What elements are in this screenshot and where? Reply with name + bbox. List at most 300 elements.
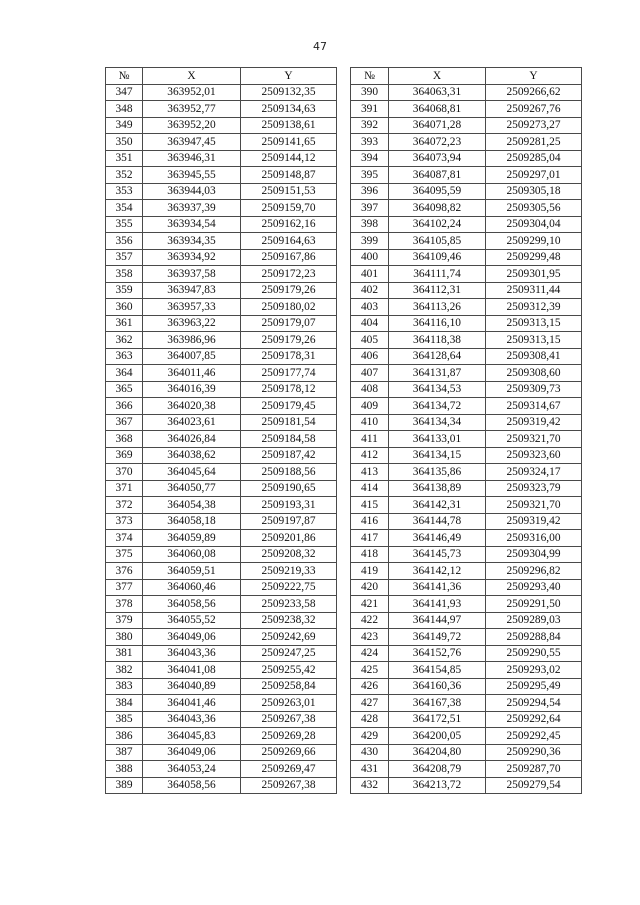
x-right: 364134,15 [389,447,486,464]
point-number-right: 407 [351,365,389,382]
table-row [106,629,582,646]
point-number-right: 391 [351,101,389,118]
y-right: 2509308,60 [486,365,582,382]
x-right: 364160,36 [389,678,486,695]
y-left: 2509233,58 [241,596,337,613]
header-row [106,68,582,85]
table-row [106,480,582,497]
table-row [106,150,582,167]
point-number-left: 380 [106,629,143,646]
table-row [106,282,582,299]
point-number-left: 351 [106,150,143,167]
x-left: 363957,33 [143,299,241,316]
point-number-right: 395 [351,167,389,184]
point-number-left: 353 [106,183,143,200]
point-number-right: 420 [351,579,389,596]
x-right: 364145,73 [389,546,486,563]
x-left: 364058,18 [143,513,241,530]
point-number-left: 358 [106,266,143,283]
column-gap [337,332,351,349]
point-number-left: 372 [106,497,143,514]
point-number-left: 361 [106,315,143,332]
table-row [106,200,582,217]
point-number-right: 410 [351,414,389,431]
point-number-right: 390 [351,84,389,101]
column-gap [337,398,351,415]
column-gap [337,431,351,448]
column-gap [337,233,351,250]
x-left: 363937,39 [143,200,241,217]
table-row [106,678,582,695]
point-number-right: 414 [351,480,389,497]
x-right: 364152,76 [389,645,486,662]
point-number-left: 376 [106,563,143,580]
point-number-right: 392 [351,117,389,134]
point-number-left: 374 [106,530,143,547]
point-number-right: 421 [351,596,389,613]
table-row [106,233,582,250]
table-row [106,299,582,316]
table-row [106,431,582,448]
y-left: 2509172,23 [241,266,337,283]
column-gap [337,84,351,101]
point-number-right: 419 [351,563,389,580]
point-number-right: 422 [351,612,389,629]
point-number-left: 362 [106,332,143,349]
x-left: 363946,31 [143,150,241,167]
x-right: 364063,31 [389,84,486,101]
column-gap [337,530,351,547]
x-right: 364208,79 [389,761,486,778]
column-gap [337,662,351,679]
y-right: 2509288,84 [486,629,582,646]
table-row [106,101,582,118]
y-right: 2509309,73 [486,381,582,398]
y-right: 2509289,03 [486,612,582,629]
point-number-right: 401 [351,266,389,283]
point-number-right: 397 [351,200,389,217]
x-left: 364058,56 [143,596,241,613]
table-row [106,216,582,233]
point-number-right: 428 [351,711,389,728]
y-left: 2509258,84 [241,678,337,695]
y-left: 2509197,87 [241,513,337,530]
y-left: 2509247,25 [241,645,337,662]
y-right: 2509266,62 [486,84,582,101]
y-left: 2509179,07 [241,315,337,332]
x-right: 364111,74 [389,266,486,283]
column-gap [337,645,351,662]
point-number-right: 402 [351,282,389,299]
point-number-left: 389 [106,777,143,794]
point-number-right: 423 [351,629,389,646]
x-left: 364020,38 [143,398,241,415]
column-gap [337,299,351,316]
point-number-left: 363 [106,348,143,365]
table-row [106,579,582,596]
table-row [106,117,582,134]
x-left: 364040,89 [143,678,241,695]
point-number-right: 425 [351,662,389,679]
y-right: 2509281,25 [486,134,582,151]
point-number-left: 364 [106,365,143,382]
table-row [106,761,582,778]
y-right: 2509324,17 [486,464,582,481]
x-left: 363963,22 [143,315,241,332]
column-gap [337,134,351,151]
x-left: 363952,20 [143,117,241,134]
x-right: 364134,53 [389,381,486,398]
y-left: 2509144,12 [241,150,337,167]
column-gap [337,183,351,200]
point-number-left: 352 [106,167,143,184]
x-right: 364133,01 [389,431,486,448]
y-left: 2509179,26 [241,282,337,299]
table-row [106,183,582,200]
y-right: 2509294,54 [486,695,582,712]
x-left: 364058,56 [143,777,241,794]
y-left: 2509148,87 [241,167,337,184]
x-left: 364016,39 [143,381,241,398]
x-right: 364142,12 [389,563,486,580]
point-number-right: 393 [351,134,389,151]
column-gap [337,282,351,299]
point-number-left: 379 [106,612,143,629]
y-right: 2509304,04 [486,216,582,233]
point-number-left: 369 [106,447,143,464]
point-number-left: 357 [106,249,143,266]
point-number-right: 404 [351,315,389,332]
point-number-right: 413 [351,464,389,481]
point-number-left: 382 [106,662,143,679]
y-right: 2509313,15 [486,315,582,332]
column-gap [337,266,351,283]
x-left: 363952,77 [143,101,241,118]
point-number-right: 429 [351,728,389,745]
point-number-left: 377 [106,579,143,596]
y-left: 2509132,35 [241,84,337,101]
column-gap [337,150,351,167]
x-right: 364071,28 [389,117,486,134]
y-right: 2509313,15 [486,332,582,349]
y-right: 2509290,36 [486,744,582,761]
point-number-right: 403 [351,299,389,316]
column-gap [337,480,351,497]
x-right: 364200,05 [389,728,486,745]
column-gap [337,414,351,431]
x-left: 364045,64 [143,464,241,481]
y-left: 2509187,42 [241,447,337,464]
x-left: 364059,51 [143,563,241,580]
x-right: 364068,81 [389,101,486,118]
y-left: 2509134,63 [241,101,337,118]
y-right: 2509292,64 [486,711,582,728]
table-row [106,332,582,349]
header-number-left: № [106,68,143,85]
table-row [106,167,582,184]
point-number-left: 350 [106,134,143,151]
y-left: 2509159,70 [241,200,337,217]
x-left: 363934,35 [143,233,241,250]
x-left: 364053,24 [143,761,241,778]
x-right: 364072,23 [389,134,486,151]
x-left: 364043,36 [143,711,241,728]
table-row [106,381,582,398]
table-row [106,365,582,382]
point-number-left: 384 [106,695,143,712]
column-gap [337,101,351,118]
column-gap [337,629,351,646]
x-left: 364023,61 [143,414,241,431]
table-row [106,497,582,514]
point-number-left: 347 [106,84,143,101]
point-number-left: 359 [106,282,143,299]
x-right: 364098,82 [389,200,486,217]
point-number-left: 383 [106,678,143,695]
y-right: 2509279,54 [486,777,582,794]
point-number-right: 430 [351,744,389,761]
column-gap [337,249,351,266]
point-number-right: 408 [351,381,389,398]
header-y-right: Y [486,68,582,85]
x-right: 364128,64 [389,348,486,365]
x-left: 364050,77 [143,480,241,497]
column-gap [337,216,351,233]
point-number-right: 399 [351,233,389,250]
x-left: 364055,52 [143,612,241,629]
x-left: 363947,45 [143,134,241,151]
column-gap [337,744,351,761]
y-left: 2509180,02 [241,299,337,316]
column-gap [337,447,351,464]
y-right: 2509285,04 [486,150,582,167]
x-right: 364144,97 [389,612,486,629]
x-left: 364049,06 [143,629,241,646]
y-left: 2509193,31 [241,497,337,514]
y-left: 2509269,47 [241,761,337,778]
table-row [106,662,582,679]
point-number-left: 381 [106,645,143,662]
table-row [106,464,582,481]
point-number-left: 385 [106,711,143,728]
y-right: 2509295,49 [486,678,582,695]
header-x-right: X [389,68,486,85]
point-number-left: 373 [106,513,143,530]
point-number-right: 432 [351,777,389,794]
y-left: 2509267,38 [241,711,337,728]
table-row [106,447,582,464]
table-row [106,315,582,332]
x-left: 363952,01 [143,84,241,101]
y-right: 2509305,18 [486,183,582,200]
x-right: 364116,10 [389,315,486,332]
table-row [106,513,582,530]
y-right: 2509311,44 [486,282,582,299]
point-number-left: 388 [106,761,143,778]
y-right: 2509293,40 [486,579,582,596]
x-left: 363937,58 [143,266,241,283]
x-right: 364113,26 [389,299,486,316]
point-number-right: 409 [351,398,389,415]
x-left: 364011,46 [143,365,241,382]
x-right: 364172,51 [389,711,486,728]
point-number-left: 366 [106,398,143,415]
point-number-left: 368 [106,431,143,448]
y-right: 2509321,70 [486,431,582,448]
y-right: 2509291,50 [486,596,582,613]
table-body [106,84,582,794]
point-number-left: 348 [106,101,143,118]
point-number-right: 427 [351,695,389,712]
y-right: 2509299,48 [486,249,582,266]
table-row [106,530,582,547]
x-left: 364049,06 [143,744,241,761]
point-number-right: 398 [351,216,389,233]
x-left: 363947,83 [143,282,241,299]
column-gap [337,167,351,184]
x-left: 363945,55 [143,167,241,184]
point-number-right: 415 [351,497,389,514]
y-left: 2509164,63 [241,233,337,250]
column-gap [337,497,351,514]
column-gap [337,315,351,332]
x-right: 364135,86 [389,464,486,481]
x-left: 364043,36 [143,645,241,662]
point-number-right: 406 [351,348,389,365]
x-right: 364105,85 [389,233,486,250]
y-left: 2509184,58 [241,431,337,448]
y-left: 2509267,38 [241,777,337,794]
y-right: 2509308,41 [486,348,582,365]
x-right: 364134,72 [389,398,486,415]
coordinates-table [105,67,582,794]
column-gap [337,728,351,745]
column-gap [337,695,351,712]
point-number-right: 416 [351,513,389,530]
header-number-right: № [351,68,389,85]
x-left: 363934,54 [143,216,241,233]
x-right: 364154,85 [389,662,486,679]
table-row [106,398,582,415]
table-row [106,728,582,745]
table-row [106,563,582,580]
x-left: 363934,92 [143,249,241,266]
table-row [106,546,582,563]
x-left: 364007,85 [143,348,241,365]
y-right: 2509316,00 [486,530,582,547]
point-number-left: 386 [106,728,143,745]
y-right: 2509273,27 [486,117,582,134]
y-right: 2509292,45 [486,728,582,745]
x-right: 364131,87 [389,365,486,382]
point-number-right: 411 [351,431,389,448]
column-gap [337,612,351,629]
point-number-left: 371 [106,480,143,497]
y-right: 2509290,55 [486,645,582,662]
y-right: 2509287,70 [486,761,582,778]
table-row [106,134,582,151]
point-number-left: 354 [106,200,143,217]
y-right: 2509299,10 [486,233,582,250]
x-right: 364204,80 [389,744,486,761]
x-left: 363944,03 [143,183,241,200]
point-number-right: 424 [351,645,389,662]
table-row [106,645,582,662]
y-right: 2509323,60 [486,447,582,464]
y-left: 2509177,74 [241,365,337,382]
column-gap [337,777,351,794]
y-right: 2509319,42 [486,513,582,530]
y-left: 2509263,01 [241,695,337,712]
point-number-right: 426 [351,678,389,695]
y-left: 2509151,53 [241,183,337,200]
point-number-left: 349 [106,117,143,134]
x-right: 364167,38 [389,695,486,712]
page-number: 47 [313,40,327,53]
column-gap [337,579,351,596]
column-gap [337,513,351,530]
y-left: 2509201,86 [241,530,337,547]
y-left: 2509208,32 [241,546,337,563]
point-number-right: 412 [351,447,389,464]
y-left: 2509255,42 [241,662,337,679]
y-right: 2509301,95 [486,266,582,283]
y-right: 2509314,67 [486,398,582,415]
point-number-left: 367 [106,414,143,431]
x-left: 364026,84 [143,431,241,448]
column-gap [337,117,351,134]
y-right: 2509267,76 [486,101,582,118]
x-right: 364138,89 [389,480,486,497]
table-row [106,596,582,613]
y-left: 2509179,45 [241,398,337,415]
x-right: 364118,38 [389,332,486,349]
table-row [106,84,582,101]
table-row [106,266,582,283]
y-left: 2509238,32 [241,612,337,629]
x-right: 364112,31 [389,282,486,299]
y-left: 2509141,65 [241,134,337,151]
y-left: 2509190,65 [241,480,337,497]
column-gap [337,546,351,563]
x-right: 364146,49 [389,530,486,547]
x-right: 364109,46 [389,249,486,266]
x-left: 363986,96 [143,332,241,349]
x-right: 364141,36 [389,579,486,596]
column-gap [337,68,351,85]
point-number-left: 355 [106,216,143,233]
y-right: 2509305,56 [486,200,582,217]
x-right: 364141,93 [389,596,486,613]
column-gap [337,348,351,365]
y-right: 2509293,02 [486,662,582,679]
y-left: 2509242,69 [241,629,337,646]
x-left: 364045,83 [143,728,241,745]
header-x-left: X [143,68,241,85]
y-left: 2509222,75 [241,579,337,596]
point-number-left: 360 [106,299,143,316]
x-right: 364213,72 [389,777,486,794]
y-left: 2509181,54 [241,414,337,431]
x-right: 364144,78 [389,513,486,530]
y-left: 2509179,26 [241,332,337,349]
point-number-left: 365 [106,381,143,398]
x-right: 364102,24 [389,216,486,233]
y-right: 2509296,82 [486,563,582,580]
y-right: 2509297,01 [486,167,582,184]
column-gap [337,464,351,481]
header-y-left: Y [241,68,337,85]
